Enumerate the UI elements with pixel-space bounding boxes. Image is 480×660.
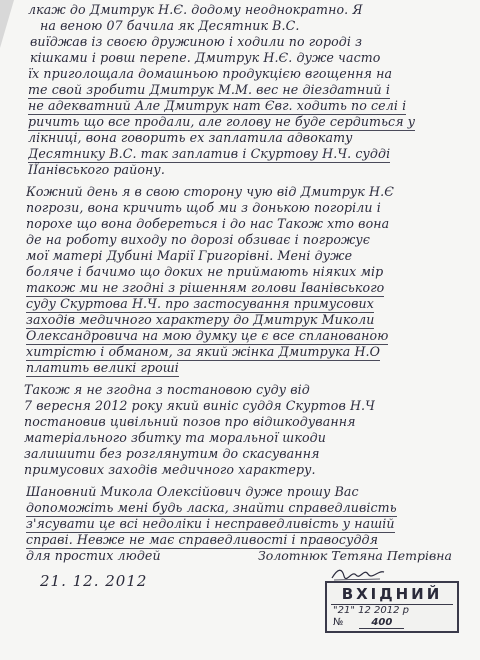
letter-line: примусових заходів медичного характеру.: [24, 462, 316, 477]
letter-line: залишити без розглянутим до скасування: [24, 446, 320, 461]
stamp-number-row: [333, 617, 404, 628]
stamp-number: 400: [359, 617, 404, 629]
letter-line: справі. Невже не має справедливості і правосуддя: [26, 532, 379, 547]
letter-line: платить великі гроші: [26, 360, 179, 375]
letter-line: Шановний Микола Олексійович дуже прошу Вас: [26, 484, 359, 499]
letter-line: постановив цивільний позов про відшкодування: [24, 414, 356, 429]
letter-line: Олександровича на мою думку це є все спланованою: [26, 328, 389, 343]
letter-line: на веною 07 бачила як Десятник В.С.: [40, 18, 300, 33]
signature-name: Золотнюк Тетяна Петрівна: [258, 548, 452, 563]
letter-line: кішками і ровш перепе. Дмитрук Н.Є. дуже часто: [30, 50, 381, 65]
stamp-date: "21" 12 2012 р: [333, 605, 409, 616]
letter-line: не адекватний Але Дмитрук нат Євг. ходить по селі і: [28, 98, 407, 113]
letter-line: 7 вересня 2012 року який виніс суддя Скуртов Н.Ч: [24, 398, 375, 413]
letter-line: з'ясувати це всі недоліки і несправедливість у нашій: [26, 516, 395, 531]
letter-line: для простих людей: [26, 548, 161, 563]
letter-line: хитрістю і обманом, за який жінка Дмитрука Н.О: [26, 344, 381, 359]
letter-line: ричить що все продали, але голову не буде сердиться у: [28, 114, 416, 129]
letter-line: те свой зробити Дмитрук М.М. вес не діездатний і: [28, 82, 390, 97]
letter-line: де на роботу виходу по дорозі обзиває і погрожує: [26, 232, 370, 247]
letter-line: виїджав із своєю дружиною і ходили по городі з: [30, 34, 363, 49]
signature-scrawl-icon: [330, 566, 386, 582]
folded-corner: [0, 0, 14, 48]
letter-line: погрози, вона кричить щоб ми з донькою погоріли і: [26, 200, 381, 215]
letter-line: Десятнику В.С. так заплатив і Скуртову Н.Ч. судді: [28, 146, 391, 161]
letter-line: заходів медичного характеру до Дмитрук Миколи: [26, 312, 375, 327]
letter-line: мої матері Дубині Марії Григорівні. Мені дуже: [26, 248, 353, 263]
letter-line: порохе що вона добереться і до нас Також хто вона: [26, 216, 390, 231]
letter-line: також ми не згодні з рішенням голови Іванівського: [26, 280, 385, 295]
letter-line: Кожний день я в свою сторону чую від Дмитрук Н.Є: [26, 184, 394, 199]
letter-line: ІЇанівського району.: [28, 162, 165, 177]
letter-line: лкаж до Дмитрук Н.Є. додому неоднократно. Я: [28, 2, 363, 17]
letter-line: допоможіть мені будь ласка, знайти справедливість: [26, 500, 397, 515]
letter-date: 21. 12. 2012: [40, 572, 148, 590]
letter-line: Також я не згодна з постановою суду від: [24, 382, 310, 397]
stamp-title: ВХІДНИЙ: [341, 585, 443, 603]
letter-line: суду Скуртова Н.Ч. про застосування примусових: [26, 296, 374, 311]
letter-line: їх приголощала домашньою продукцією вгощення на: [28, 66, 393, 81]
stamp-number-prefix: №: [333, 617, 344, 628]
letter-line: боляче і бачимо що доких не приймають ніяких мір: [26, 264, 384, 279]
incoming-stamp: [325, 581, 459, 633]
letter-line: лікниці, вона говорить ех заплатила адвокату: [28, 130, 353, 145]
letter-line: матеріального збитку та моральної шкоди: [24, 430, 326, 445]
